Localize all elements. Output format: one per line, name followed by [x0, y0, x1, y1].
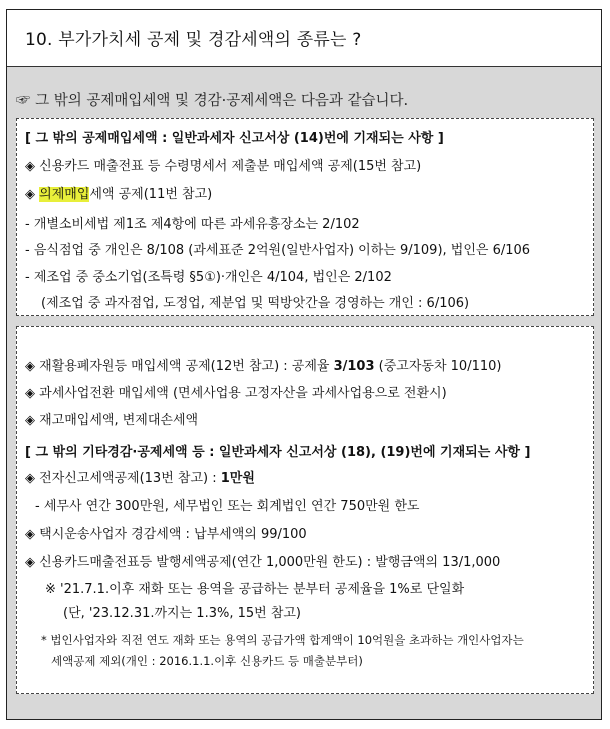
section2-item-card-issuance: ◈ 신용카드매출전표등 발행세액공제(연간 1,000만원 한도) : 발행금액의 13/1,000 — [25, 555, 501, 570]
section2-sub-e-filing-limit: - 세무사 연간 300만원, 세무법인 또는 회계법인 연간 750만원 한도 — [35, 499, 420, 514]
section2-item-taxi: ◈ 택시운송사업자 경감세액 : 납부세액의 99/100 — [25, 527, 307, 542]
section2-item-e-filing: ◈ 전자신고세액공제(13번 참고) : 1만원 — [25, 471, 255, 486]
intro-text: ☞ 그 밖의 공제매입세액 및 경감·공제세액은 다음과 같습니다. — [16, 93, 409, 109]
section-other-deductible-input-tax — [16, 118, 594, 316]
page-title: 10. 부가가치세 공제 및 경감세액의 종류는 ? — [25, 30, 362, 50]
section1-item-credit-card: ◈ 신용카드 매출전표 등 수령명세서 제출분 매입세액 공제(15번 참고) — [25, 159, 422, 174]
section2-item-recycled: ◈ 재활용폐자원등 매입세액 공제(12번 참고) : 공제율 3/103 (중고자동차 10/110) — [25, 359, 502, 374]
title-bar — [7, 10, 601, 67]
highlighted-term: 의제매입 — [39, 187, 90, 202]
section2-footnote-2: 세액공제 제외(개인 : 2016.1.1.이후 신용카드 등 매출분부터) — [51, 654, 363, 668]
section1-sub-manufacturing: - 제조업 중 중소기업(조특령 §5①)·개인은 4/104, 법인은 2/102 — [25, 270, 392, 285]
section1-sub-entertainment: - 개별소비세법 제1조 제4항에 따른 과세유흥장소는 2/102 — [25, 217, 360, 232]
section2-item-inventory: ◈ 재고매입세액, 변제대손세액 — [25, 413, 199, 428]
section1-item-deemed-input — [25, 183, 212, 202]
section1-header: [ 그 밖의 공제매입세액 : 일반과세자 신고서상 (14)번에 기재되는 사항 ] — [25, 131, 444, 146]
section2-item-business-conversion: ◈ 과세사업전환 매입세액 (면세사업용 고정자산을 과세사업용으로 전환시) — [25, 386, 447, 401]
section-other-reductions — [16, 326, 594, 694]
section2-header: [ 그 밖의 기타경감·공제세액 등 : 일반과세자 신고서상 (18), (19)번에 기재되는 사항 ] — [25, 445, 531, 460]
section2-note-rate-until: (단, '23.12.31.까지는 1.3%, 15번 참고) — [63, 606, 302, 621]
section2-note-rate: ※ '21.7.1.이후 재화 또는 용역을 공급하는 분부터 공제율을 1%로 단일화 — [45, 582, 465, 597]
section2-footnote-1: * 법인사업자와 직전 연도 재화 또는 용역의 공급가액 합계액이 10억원을 초과하는 개인사업자는 — [41, 633, 524, 647]
section1-sub-restaurant: - 음식점업 중 개인은 8/108 (과세표준 2억원(일반사업자) 이하는 9/109), 법인은 6/106 — [25, 243, 531, 258]
bullet-icon: ◈ — [25, 187, 40, 202]
section1-sub-manufacturing-note: (제조업 중 과자점업, 도정업, 제분업 및 떡방앗간을 경영하는 개인 : 6/106) — [41, 296, 470, 311]
item-text: 세액 공제(11번 참고) — [89, 187, 213, 202]
